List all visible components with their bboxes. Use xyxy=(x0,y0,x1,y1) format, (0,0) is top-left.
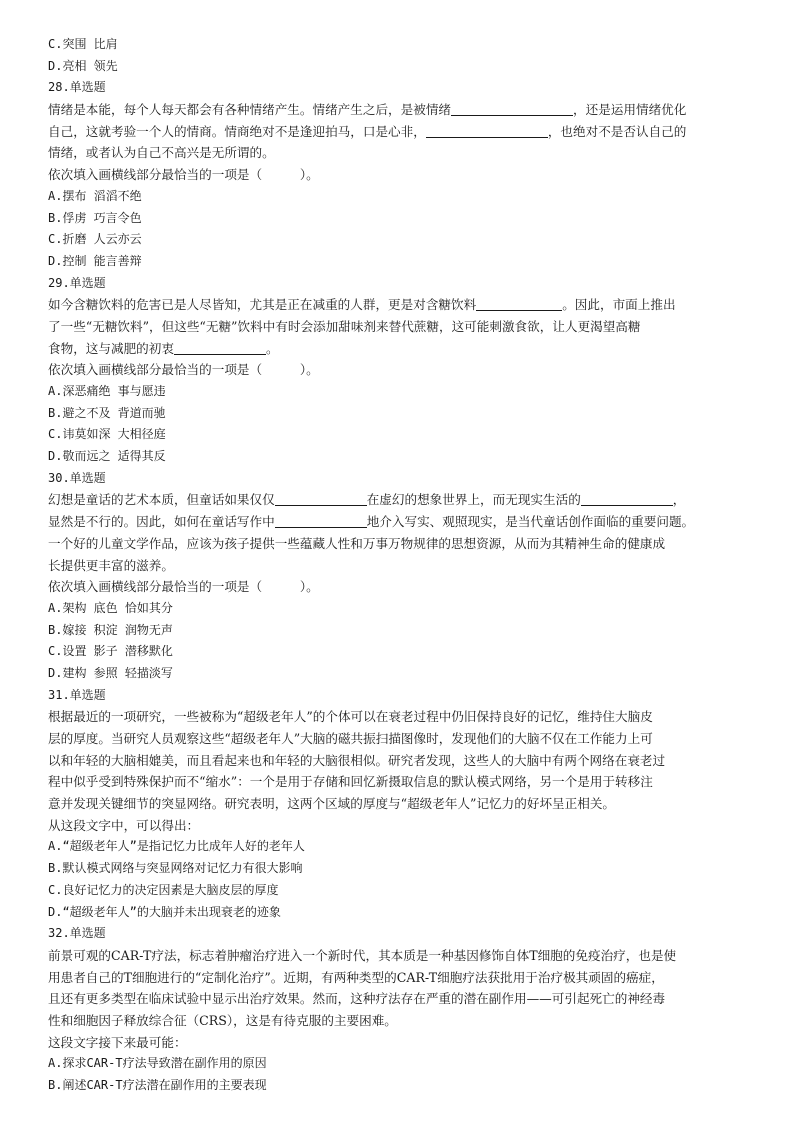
question-header: 30.单选题 xyxy=(48,470,106,485)
question-stem xyxy=(48,945,756,1032)
option-c[interactable]: C.设置 影子 潜移默化 xyxy=(48,644,173,659)
question-prompt: 这段文字接下来最可能： xyxy=(48,1034,187,1050)
option-a[interactable]: A.深恶痛绝 事与愿违 xyxy=(48,384,166,398)
stem-line xyxy=(48,142,756,164)
question-block xyxy=(48,77,756,272)
option-b[interactable]: B.嫁接 积淀 润物无声 xyxy=(48,622,173,637)
option-b[interactable]: B.默认模式网络与突显网络对记忆力有很大影响 xyxy=(48,861,303,876)
stem-text: 显然是不行的。因此，如何在童话写作中 xyxy=(48,514,275,530)
stem-line xyxy=(48,294,756,316)
stem-text: 。 xyxy=(265,340,279,356)
stem-line xyxy=(48,338,756,360)
stem-text: 幻想是童话的艺术本质，但童话如果仅仅 xyxy=(48,492,275,508)
stem-text: 情绪，或者认为自己不高兴是无所谓的。 xyxy=(48,145,275,161)
stem-text: 情绪是本能，每个人每天都会有各种情绪产生。情绪产生之后，是被情绪 xyxy=(48,102,451,118)
stem-text: 程中似乎受到特殊保护而不“缩水”：一个是用于存储和回忆新摄取信息的默认模式网络，另一个是用于转移注 xyxy=(48,774,653,790)
question-block xyxy=(48,923,756,1097)
option-d-prev: D.亮相 领先 xyxy=(48,58,118,73)
option-d[interactable]: D.敬而远之 适得其反 xyxy=(48,449,166,464)
stem-line xyxy=(48,967,756,989)
fill-blank xyxy=(581,491,673,506)
stem-text: 性和细胞因子释放综合征（CRS），这是有待克服的主要困难。 xyxy=(48,1012,397,1028)
option-b[interactable]: B.阐述CAR-T疗法潜在副作用的主要表现 xyxy=(48,1078,267,1092)
option-b[interactable]: B.俘虏 巧言令色 xyxy=(48,210,142,225)
fill-blank xyxy=(426,123,548,138)
question-stem xyxy=(48,706,756,814)
stem-text: 前景可观的CAR-T疗法，标志着肿瘤治疗进入一个新时代，其本质是一种基因修饰自体T细胞的免疫治疗，也是使 xyxy=(48,947,677,963)
option-c[interactable]: C.良好记忆力的决定因素是大脑皮层的厚度 xyxy=(48,882,279,897)
question-header: 29.单选题 xyxy=(48,275,106,290)
stem-line xyxy=(48,316,756,338)
stem-text: 。因此，市面上推出 xyxy=(562,297,676,313)
question-block xyxy=(48,685,756,924)
question-stem xyxy=(48,294,756,359)
stem-text: 地介入写实、观照现实，是当代童话创作面临的重要问题。 xyxy=(366,514,695,530)
option-c[interactable]: C.讳莫如深 大相径庭 xyxy=(48,427,166,442)
fill-blank xyxy=(275,491,367,506)
stem-line xyxy=(48,771,756,793)
option-b[interactable]: B.避之不及 背道而驰 xyxy=(48,405,166,420)
question-block xyxy=(48,273,756,468)
stem-text: 长提供更丰富的滋养。 xyxy=(48,557,174,573)
question-prompt: 依次填入画横线部分最恰当的一项是（ ）。 xyxy=(48,579,319,595)
stem-text: 食物，这与减肥的初衷 xyxy=(48,340,174,356)
stem-line xyxy=(48,750,756,772)
stem-text: 层的厚度。当研究人员观察这些“超级老年人”大脑的磁共振扫描图像时，发现他们的大脑不仅在工作能力上可 xyxy=(48,731,653,746)
option-c-prev: C.突围 比肩 xyxy=(48,37,118,51)
fill-blank xyxy=(174,340,266,355)
stem-line xyxy=(48,706,756,728)
stem-line xyxy=(48,1010,756,1032)
stem-text: ， xyxy=(672,492,686,508)
question-prompt: 依次填入画横线部分最恰当的一项是（ ）。 xyxy=(48,362,319,378)
question-header: 28.单选题 xyxy=(48,80,106,95)
question-header: 31.单选题 xyxy=(48,687,106,702)
question-stem xyxy=(48,99,756,164)
option-c[interactable]: C.折磨 人云亦云 xyxy=(48,232,142,247)
stem-line xyxy=(48,555,756,577)
stem-text: 且还有更多类型在临床试验中显示出治疗效果。然而，这种疗法存在严重的潜在副作用——可引起死亡的神经毒 xyxy=(48,991,666,1007)
fill-blank xyxy=(476,296,562,311)
stem-line xyxy=(48,945,756,967)
fill-blank xyxy=(275,513,367,528)
stem-text: 根据最近的一项研究，一些被称为“超级老年人”的个体可以在衰老过程中仍旧保持良好的记忆，维持住大脑皮 xyxy=(48,709,653,725)
question-list xyxy=(48,77,756,1096)
option-a[interactable]: A.探求CAR-T疗法导致潜在副作用的原因 xyxy=(48,1056,267,1071)
stem-line xyxy=(48,99,756,121)
stem-line xyxy=(48,533,756,555)
stem-text: ，也绝对不是否认自己的 xyxy=(547,123,687,139)
fill-blank xyxy=(451,101,573,116)
option-a[interactable]: A.“超级老年人”是指记忆力比成年人好的老年人 xyxy=(48,839,305,854)
stem-text: 了一些“无糖饮料”，但这些“无糖”饮料中有时会添加甜味剂来替代蔗糖，这可能刺激食欲，让人更渴望高糖 xyxy=(48,318,641,334)
stem-line xyxy=(48,511,756,533)
stem-line xyxy=(48,793,756,815)
option-a[interactable]: A.架构 底色 恰如其分 xyxy=(48,600,173,615)
option-d[interactable]: D.建构 参照 轻描淡写 xyxy=(48,665,173,680)
stem-text: 一个好的儿童文学作品，应该为孩子提供一些蕴藏人性和万事万物规律的思想资源，从而为其精神生命的健康成 xyxy=(48,535,666,551)
option-d[interactable]: D.“超级老年人”的大脑并未出现衰老的迹象 xyxy=(48,904,281,919)
stem-text: 意并发现关键细节的突显网络。研究表明，这两个区域的厚度与“超级老年人”记忆力的好坏呈正相关。 xyxy=(48,796,616,812)
stem-text: 如今含糖饮料的危害已是人尽皆知，尤其是正在减重的人群，更是对含糖饮料 xyxy=(48,297,477,313)
option-d[interactable]: D.控制 能言善辩 xyxy=(48,253,142,268)
question-header: 32.单选题 xyxy=(48,926,106,941)
stem-line xyxy=(48,489,756,511)
stem-text: 用患者自己的T细胞进行的“定制化治疗”。近期，有两种类型的CAR-T细胞疗法获批用于治疗极其顽固的癌症， xyxy=(48,969,664,985)
stem-line xyxy=(48,121,756,143)
stem-line xyxy=(48,988,756,1010)
document-body xyxy=(48,34,756,1097)
question-stem xyxy=(48,489,756,576)
option-a[interactable]: A.摆布 滔滔不绝 xyxy=(48,188,142,203)
stem-text: 以和年轻的大脑相媲美，而且看起来也和年轻的大脑很相似。研究者发现，这些人的大脑中有两个网络在衰老过 xyxy=(48,752,666,768)
stem-line xyxy=(48,728,756,750)
stem-text: 自己，这就考验一个人的情商。情商绝对不是逢迎拍马，口是心非， xyxy=(48,123,426,139)
question-prompt: 从这段文字中，可以得出： xyxy=(48,817,200,833)
question-prompt: 依次填入画横线部分最恰当的一项是（ ）。 xyxy=(48,167,319,183)
question-block xyxy=(48,468,756,685)
stem-text: 在虚幻的想象世界上，而无现实生活的 xyxy=(366,492,581,508)
stem-text: ，还是运用情绪优化 xyxy=(573,102,687,118)
